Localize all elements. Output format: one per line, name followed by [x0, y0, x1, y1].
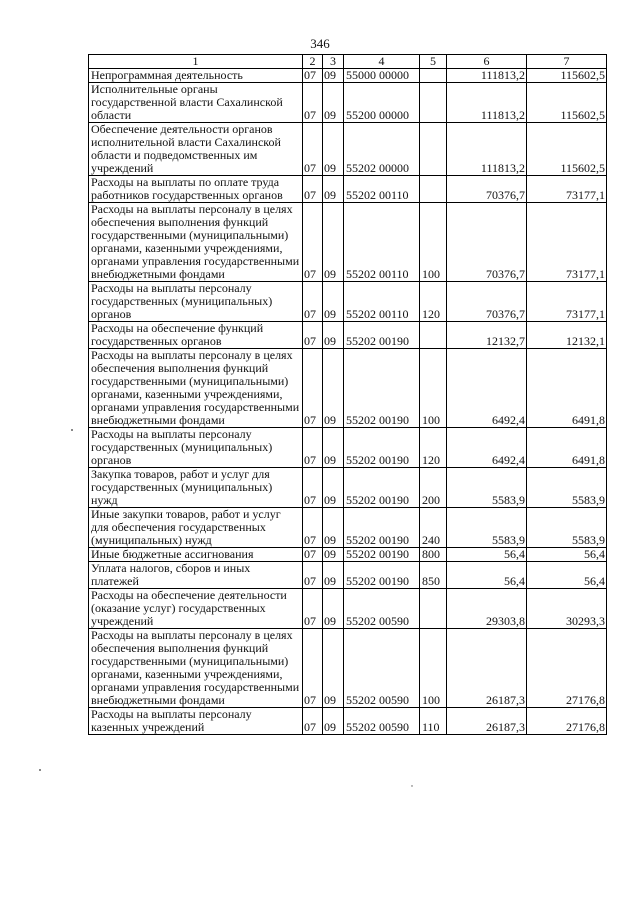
row-amount-col6: 26187,3	[447, 629, 527, 708]
row-description: Расходы на выплаты персоналу в целях обеспечения выполнения функций государственными (муниципальными) органами, казенными учреждениями, органами управления государственными внебюджетными фондами	[89, 349, 303, 428]
row-description: Расходы на выплаты персоналу в целях обеспечения выполнения функций государственными (муниципальными) органами, казенными учреждениями, органами управления государственными внебюджетными фондами	[89, 203, 303, 282]
row-description: Иные закупки товаров, работ и услуг для обеспечения государственных (муниципальных) нужд	[89, 508, 303, 548]
row-expense-type: 200	[420, 468, 447, 508]
row-description: Исполнительные органы государственной власти Сахалинской области	[89, 83, 303, 123]
row-subsection: 09	[323, 468, 344, 508]
header-col-3: 3	[323, 55, 344, 69]
row-expense-type: 800	[420, 548, 447, 562]
row-target-article: 55202 00590	[344, 708, 420, 735]
row-target-article: 55202 00590	[344, 629, 420, 708]
row-section: 07	[303, 69, 323, 83]
row-description: Расходы на выплаты персоналу государственных (муниципальных) органов	[89, 428, 303, 468]
row-amount-col7: 5583,9	[527, 508, 607, 548]
row-amount-col6: 70376,7	[447, 282, 527, 322]
row-amount-col6: 70376,7	[447, 176, 527, 203]
row-amount-col6: 29303,8	[447, 589, 527, 629]
row-expense-type: 100	[420, 203, 447, 282]
row-subsection: 09	[323, 629, 344, 708]
row-section: 07	[303, 123, 323, 176]
row-subsection: 09	[323, 322, 344, 349]
row-amount-col6: 6492,4	[447, 349, 527, 428]
header-col-2: 2	[303, 55, 323, 69]
row-subsection: 09	[323, 282, 344, 322]
row-section: 07	[303, 349, 323, 428]
header-col-5: 5	[420, 55, 447, 69]
scan-speck	[71, 429, 73, 431]
row-amount-col7: 12132,1	[527, 322, 607, 349]
row-amount-col7: 73177,1	[527, 203, 607, 282]
row-section: 07	[303, 83, 323, 123]
row-section: 07	[303, 176, 323, 203]
row-amount-col7: 27176,8	[527, 629, 607, 708]
row-expense-type: 240	[420, 508, 447, 548]
row-amount-col6: 56,4	[447, 562, 527, 589]
row-amount-col6: 111813,2	[447, 69, 527, 83]
row-expense-type: 120	[420, 282, 447, 322]
row-description: Непрограммная деятельность	[89, 69, 303, 83]
row-expense-type: 110	[420, 708, 447, 735]
header-col-6: 6	[447, 55, 527, 69]
row-target-article: 55202 00110	[344, 176, 420, 203]
row-amount-col7: 56,4	[527, 562, 607, 589]
header-col-7: 7	[527, 55, 607, 69]
row-section: 07	[303, 508, 323, 548]
row-target-article: 55202 00190	[344, 468, 420, 508]
row-subsection: 09	[323, 562, 344, 589]
row-subsection: 09	[323, 508, 344, 548]
row-subsection: 09	[323, 176, 344, 203]
row-section: 07	[303, 468, 323, 508]
row-expense-type: 100	[420, 629, 447, 708]
row-subsection: 09	[323, 69, 344, 83]
row-description: Расходы на выплаты персоналу казенных учреждений	[89, 708, 303, 735]
row-subsection: 09	[323, 708, 344, 735]
header-col-1: 1	[89, 55, 303, 69]
row-target-article: 55200 00000	[344, 83, 420, 123]
row-amount-col6: 6492,4	[447, 428, 527, 468]
row-section: 07	[303, 629, 323, 708]
row-description: Уплата налогов, сборов и иных платежей	[89, 562, 303, 589]
row-amount-col6: 111813,2	[447, 123, 527, 176]
row-section: 07	[303, 282, 323, 322]
row-description: Иные бюджетные ассигнования	[89, 548, 303, 562]
row-subsection: 09	[323, 548, 344, 562]
row-amount-col7: 6491,8	[527, 428, 607, 468]
row-subsection: 09	[323, 589, 344, 629]
row-subsection: 09	[323, 83, 344, 123]
row-target-article: 55000 00000	[344, 69, 420, 83]
row-description: Закупка товаров, работ и услуг для государственных (муниципальных) нужд	[89, 468, 303, 508]
row-section: 07	[303, 548, 323, 562]
row-description: Обеспечение деятельности органов исполнительной власти Сахалинской области и подведомственных им учреждений	[89, 123, 303, 176]
row-target-article: 55202 00110	[344, 282, 420, 322]
row-target-article: 55202 00190	[344, 508, 420, 548]
row-target-article: 55202 00190	[344, 428, 420, 468]
row-expense-type: 120	[420, 428, 447, 468]
row-target-article: 55202 00590	[344, 589, 420, 629]
row-description: Расходы на обеспечение деятельности (оказание услуг) государственных учреждений	[89, 589, 303, 629]
row-amount-col7: 73177,1	[527, 282, 607, 322]
row-amount-col6: 12132,7	[447, 322, 527, 349]
row-target-article: 55202 00110	[344, 203, 420, 282]
scan-speck	[411, 785, 412, 786]
row-description: Расходы на выплаты по оплате труда работников государственных органов	[89, 176, 303, 203]
row-expense-type: 100	[420, 349, 447, 428]
row-amount-col6: 70376,7	[447, 203, 527, 282]
row-amount-col7: 5583,9	[527, 468, 607, 508]
row-amount-col6: 5583,9	[447, 468, 527, 508]
row-section: 07	[303, 203, 323, 282]
row-amount-col7: 56,4	[527, 548, 607, 562]
row-amount-col6: 5583,9	[447, 508, 527, 548]
row-section: 07	[303, 428, 323, 468]
row-target-article: 55202 00190	[344, 548, 420, 562]
row-section: 07	[303, 562, 323, 589]
row-subsection: 09	[323, 349, 344, 428]
row-description: Расходы на выплаты персоналу в целях обеспечения выполнения функций государственными (муниципальными) органами, казенными учреждениями, органами управления государственными внебюджетными фондами	[89, 629, 303, 708]
row-amount-col7: 115602,5	[527, 83, 607, 123]
row-target-article: 55202 00190	[344, 562, 420, 589]
row-target-article: 55202 00190	[344, 349, 420, 428]
scan-speck	[39, 769, 41, 771]
row-subsection: 09	[323, 203, 344, 282]
row-amount-col6: 56,4	[447, 548, 527, 562]
row-subsection: 09	[323, 123, 344, 176]
header-col-4: 4	[344, 55, 420, 69]
row-target-article: 55202 00000	[344, 123, 420, 176]
row-section: 07	[303, 322, 323, 349]
row-section: 07	[303, 589, 323, 629]
row-description: Расходы на обеспечение функций государственных органов	[89, 322, 303, 349]
row-amount-col6: 26187,3	[447, 708, 527, 735]
row-amount-col7: 73177,1	[527, 176, 607, 203]
row-description: Расходы на выплаты персоналу государственных (муниципальных) органов	[89, 282, 303, 322]
row-amount-col7: 115602,5	[527, 123, 607, 176]
row-amount-col7: 6491,8	[527, 349, 607, 428]
row-amount-col7: 115602,5	[527, 69, 607, 83]
row-amount-col7: 30293,3	[527, 589, 607, 629]
row-subsection: 09	[323, 428, 344, 468]
page-number: 346	[310, 36, 330, 51]
row-section: 07	[303, 708, 323, 735]
row-expense-type: 850	[420, 562, 447, 589]
row-amount-col7: 27176,8	[527, 708, 607, 735]
row-amount-col6: 111813,2	[447, 83, 527, 123]
row-target-article: 55202 00190	[344, 322, 420, 349]
